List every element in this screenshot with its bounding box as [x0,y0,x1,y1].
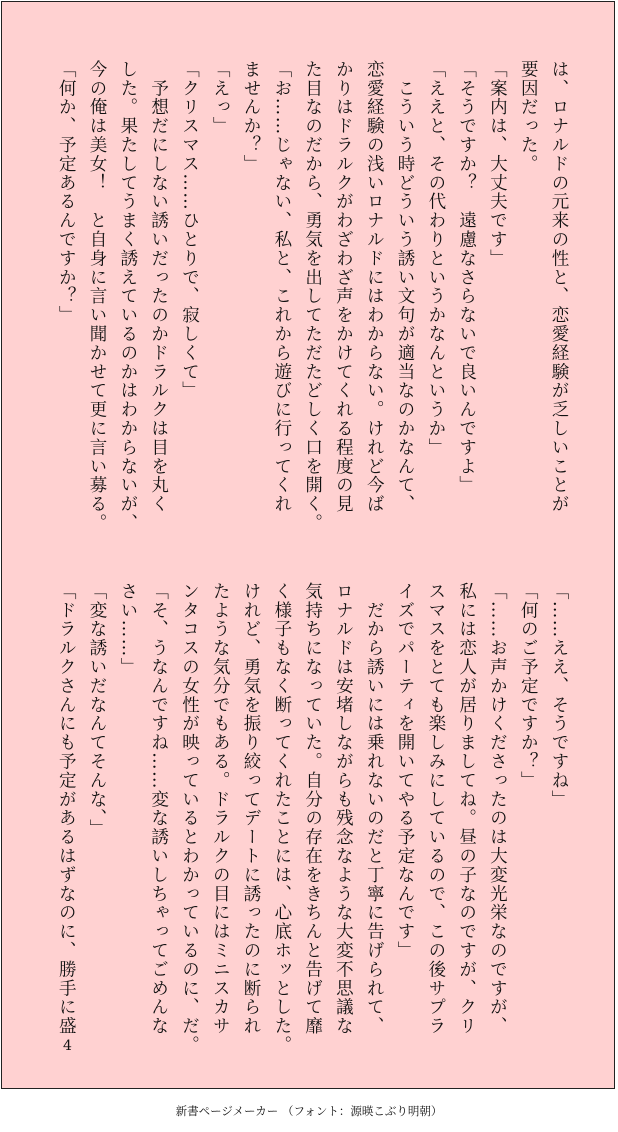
text-line: スマスをとても楽しみにしているので、この後サプラ [425,582,446,1036]
text-line: 「何のご予定ですか？」 [518,582,539,790]
text-line: たような気分でもある。ドラルクの目にはミニスカサ [210,582,231,1036]
text-line: 「ドラルクさんにも予定があるはずなのに、勝手に盛 [56,582,77,1036]
text-line: かりはドラルクがわざわざ声をかけてくれる程度の見 [333,60,354,514]
text-line: た目なのだから、勇気を出してただたどしく口を開く。 [302,60,323,533]
text-line: 「そうですか？ 遠慮なさらないで良いんですよ」 [456,60,477,495]
upper-text-block [50,60,574,533]
text-line: さい……」 [117,582,138,677]
text-line: ロナルドは安堵しながらも残念なような大変不思議な [333,582,354,1036]
text-line: 「クリスマス……ひとりで、寂しくて」 [179,60,200,401]
text-line: 「案内は、大丈夫です」 [487,60,508,268]
text-line: ンタコスの女性が映っているとわかっているのに、だ。 [179,582,200,1055]
text-line: 今の俺は美女！ と自身に言い聞かせて更に言い募る。 [87,60,108,533]
text-line: けれど、勇気を振り絞ってデートに誘ったのに断られ [241,582,262,1036]
text-line: 気持ちになっていた。自分の存在をきちんと告げて靡 [302,582,323,1036]
generator-credit: 新書ページメーカー （フォント：源暎こぶり明朝） [175,1104,443,1118]
text-line: だから誘いには乗れないのだと丁寧に告げられて、 [364,582,385,1036]
text-line: 恋愛経験の浅いロナルドにはわからない。けれど今ば [364,60,385,514]
text-line: 私には恋人が居りましてね。昼の子なのですが、クリ [456,582,477,1036]
text-line: 「えっ」 [210,60,231,136]
text-line: こういう時どういう誘い文句が適当なのかなんて、 [395,60,416,514]
manuscript-page [1,1,615,1089]
text-line: く様子もなく断ってくれたことには、心底ホッとした。 [271,582,292,1055]
text-line: 要因だった。 [518,60,539,174]
text-line: 予想だにしない誘いだったのかドラルクは目を丸く [148,60,169,514]
text-line: 「何か、予定あるんですか？」 [56,60,77,325]
text-line: 「そ、うなんですね……変な誘いしちゃってごめんな [148,582,169,1036]
text-line: した。果たしてうまく誘えているのかはわからないが、 [117,60,138,533]
text-line: 「ええと、その代わりというかなんというか」 [425,60,446,457]
text-line: ませんか？」 [241,60,262,174]
text-line: 「変な誘いだなんてそんな、」 [87,582,108,838]
lower-text-block [50,582,574,1055]
text-line: 「お……じゃない、私と、これから遊びに行ってくれ [271,60,292,514]
text-line: 「……ええ、そうですね」 [549,582,569,809]
page-number: 4 [63,1038,72,1054]
text-line: イズでパーティを開いてやる予定なんです」 [395,582,416,960]
text-line: は、ロナルドの元来の性と、恋愛経験が乏しいことが [549,60,569,514]
text-line: 「……お声かけくださったのは大変光栄なのですが、 [487,582,508,1036]
